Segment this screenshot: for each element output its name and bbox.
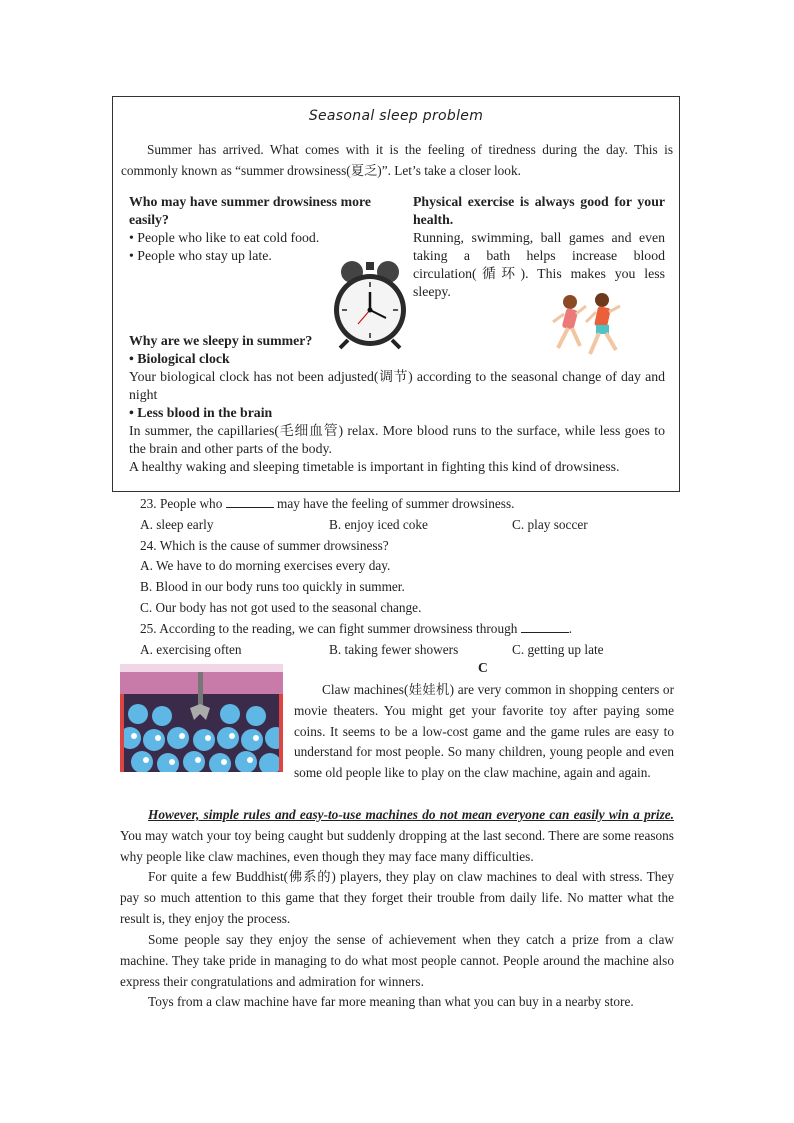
option[interactable]: A. sleep early: [140, 517, 214, 532]
option[interactable]: C. play soccer: [512, 517, 588, 532]
paragraph-2: However, simple rules and easy-to-use machines do not mean everyone can easily win a prize. You may watch your toy being caught but suddenly dropping at the last second. There are some reasons why people like claw machines, even though they may face many difficulties.: [120, 807, 674, 864]
who-item: • People who stay up late.: [129, 248, 272, 263]
option[interactable]: C. Our body has not got used to the seasonal change.: [140, 600, 422, 615]
question-24: 24. Which is the cause of summer drowsiness?: [140, 538, 389, 553]
why-text-blood: In summer, the capillaries(毛细血管) relax. More blood runs to the surface, while less goes to the brain and other parts of the body.: [129, 423, 665, 456]
paragraph-3: For quite a few Buddhist(佛系的) players, they play on claw machines to deal with stress. They pay so much attention to this game that they forget their trouble from daily life. No matter what the result is, they enjoy the process.: [120, 869, 674, 926]
box-intro: Summer has arrived. What comes with it is the feeling of tiredness during the day. This is commonly known as “summer drowsiness(夏乏)”. Let’s take a closer look.: [121, 142, 673, 178]
box-title: Seasonal sleep problem: [308, 108, 484, 124]
emphasis-sentence: However, simple rules and easy-to-use machines do not mean everyone can easily win a prize.: [148, 807, 674, 822]
why-conclusion: A healthy waking and sleeping timetable is important in fighting this kind of drowsiness.: [129, 459, 620, 474]
answer-blank[interactable]: [521, 620, 569, 633]
answer-blank[interactable]: [226, 495, 274, 508]
option[interactable]: B. taking fewer showers: [329, 642, 459, 657]
why-sub-clock: • Biological clock: [129, 351, 230, 366]
option[interactable]: A. exercising often: [140, 642, 242, 657]
option[interactable]: C. getting up late: [512, 642, 604, 657]
why-text-clock: Your biological clock has not been adjusted(调节) according to the seasonal change of day and night: [129, 369, 665, 402]
paragraph-1-spacer: [120, 680, 674, 820]
why-section: [129, 332, 665, 476]
why-heading: Why are we sleepy in summer?: [129, 333, 313, 348]
section-label: C: [478, 660, 488, 675]
who-section: [129, 193, 371, 265]
exercise-body: Running, swimming, ball games and even taking a bath helps increase blood circulation(循环). This makes you less sleepy.: [413, 230, 665, 299]
paragraph-4: Some people say they enjoy the sense of achievement when they catch a prize from a claw machine. They take pride in managing to do what most people cannot. People around the machine also express their congratulations and admiration for winners.: [120, 932, 674, 989]
paragraph-1-part: Claw machines(娃娃机) are very common in shopping centers or movie theaters. You might get your favorite toy after paying some coins. It seems to be a low-cost game and the game rules are easy to understand for most people. So many children, young people and even some old people like to play on the claw machine, again and again.: [294, 682, 674, 781]
exercise-heading: Physical exercise is always good for your health.: [413, 194, 665, 227]
question-23: 23. People who may have the feeling of summer drowsiness.: [140, 496, 515, 511]
paragraph-5: Toys from a claw machine have far more meaning than what you can buy in a nearby store.: [148, 994, 634, 1009]
why-sub-blood: • Less blood in the brain: [129, 405, 273, 420]
option[interactable]: B. Blood in our body runs too quickly in summer.: [140, 579, 405, 594]
exercise-section: [413, 193, 665, 301]
option[interactable]: A. We have to do morning exercises every day.: [140, 558, 391, 573]
who-item: • People who like to eat cold food.: [129, 230, 320, 245]
option[interactable]: B. enjoy iced coke: [329, 517, 428, 532]
question-25: 25. According to the reading, we can fight summer drowsiness through .: [140, 621, 573, 636]
who-heading: Who may have summer drowsiness more easily?: [129, 194, 371, 227]
